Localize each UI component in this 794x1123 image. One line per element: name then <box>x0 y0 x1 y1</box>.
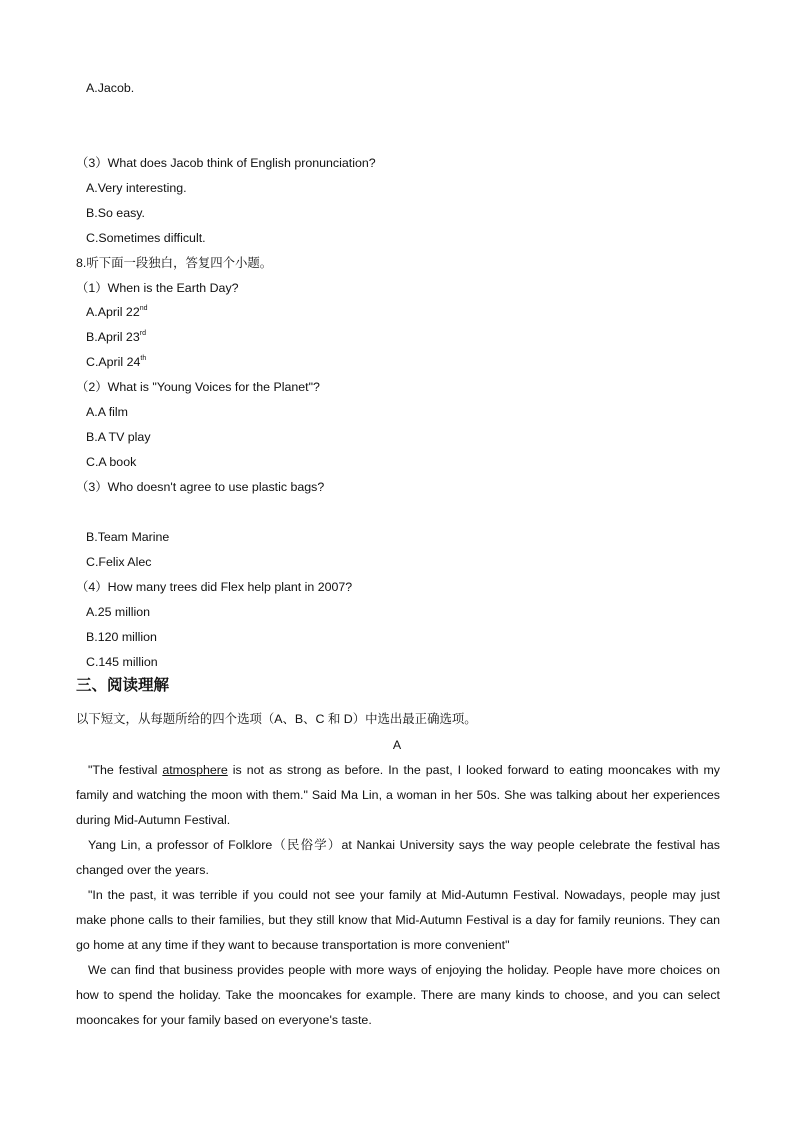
option-c: C.Sometimes difficult. <box>86 231 206 245</box>
option-a-jacob: A.Jacob. <box>86 81 135 95</box>
option-b: B.Team Marine <box>86 530 170 544</box>
option-b: B.120 million <box>86 630 157 644</box>
question-8-3: （3）Who doesn't agree to use plastic bags? <box>76 480 325 494</box>
option-a: A.April 22nd <box>86 305 148 319</box>
question-8-title: 8.听下面一段独白，答复四个小题。 <box>76 256 273 270</box>
section-instruction: 以下短文，从每题所给的四个选项（A、B、C 和 D）中选出最正确选项。 <box>76 712 477 726</box>
question-8-2: （2）What is "Young Voices for the Planet"? <box>76 380 320 394</box>
option-b: B.So easy. <box>86 206 146 220</box>
option-c: C.April 24th <box>86 355 147 369</box>
passage-label: A <box>392 738 402 752</box>
passage-body <box>76 758 720 1033</box>
section-heading: 三、阅读理解 <box>76 677 170 694</box>
option-a: A.A film <box>86 405 128 419</box>
option-b: B.April 23rd <box>86 330 146 344</box>
option-b: B.A TV play <box>86 430 151 444</box>
option-c: C.A book <box>86 455 137 469</box>
question-7-3: （3）What does Jacob think of English pronunciation? <box>76 156 376 170</box>
paragraph-1: "The festival atmosphere is not as strong as before. In the past, I looked forward to eating mooncakes with my family and watching the moon with them." Said Ma Lin, a woman in her 50s. She was talking about her experiences during Mid-Autumn Festival. <box>76 763 720 827</box>
paragraph-3: "In the past, it was terrible if you could not see your family at Mid-Autumn Festival. Nowadays, people may just make phone calls to their families, but they still know that Mid-Autumn Festival is a day for family reunions. They can go home at any time if they want to because transportation is more convenient" <box>76 888 720 952</box>
paragraph-2: Yang Lin, a professor of Folklore（民俗学）at Nankai University says the way people celebrate the festival has changed over the years. <box>76 838 720 877</box>
option-c: C.Felix Alec <box>86 555 152 569</box>
paragraph-4: We can find that business provides people with more ways of enjoying the holiday. People have more choices on how to spend the holiday. Take the mooncakes for example. There are many kinds to choose, and you can select mooncakes for your family based on everyone's taste. <box>76 963 720 1027</box>
question-8-1: （1）When is the Earth Day? <box>76 281 239 295</box>
question-8-4: （4）How many trees did Flex help plant in 2007? <box>76 580 353 594</box>
option-a: A.Very interesting. <box>86 181 187 195</box>
option-a: A.25 million <box>86 605 151 619</box>
option-c: C.145 million <box>86 655 158 669</box>
underlined-word: atmosphere <box>162 763 228 777</box>
